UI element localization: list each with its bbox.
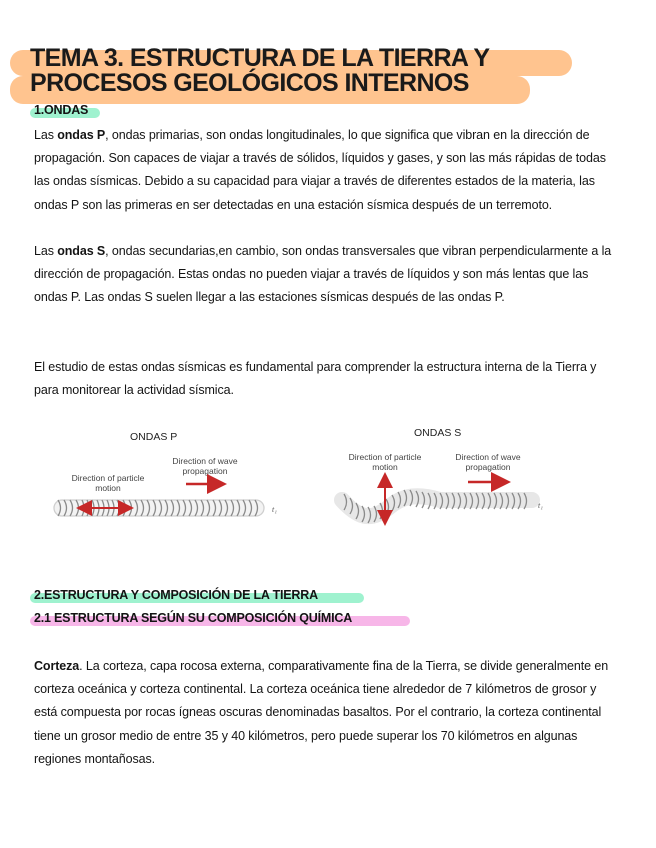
p-waves-term: ondas P — [57, 128, 106, 142]
section-heading-estructura — [34, 588, 318, 602]
section-heading-text: 2.1 ESTRUCTURA SEGÚN SU COMPOSICIÓN QUÍMICA — [34, 611, 353, 625]
s-time-label: t₁ — [538, 501, 544, 510]
section-heading-text: 2.ESTRUCTURA Y COMPOSICIÓN DE LA TIERRA — [34, 588, 318, 602]
p-particle-motion-label: Direction of particle motion — [71, 473, 145, 493]
s-wave-spring — [342, 490, 532, 523]
corteza-paragraph — [34, 655, 618, 771]
page-title-line2: PROCESOS GEOLÓGICOS INTERNOS — [30, 69, 469, 97]
corteza-text: . La corteza, capa rocosa externa, comparativamente fina de la Tierra, se divide generalmente en corteza oceánica y corteza continental. La corteza oceánica tiene alrededor de 7 kilómetros de grosor y está compuesta por rocas ígneas oscuras denominadas basaltos. Por el contrario, la corteza continental tiene un grosor medio de entre 35 y 40 kilómetros, pero puede superar los 70 kilómetros en algunas regiones montañosas. — [34, 659, 609, 766]
corteza-term: Corteza — [34, 659, 80, 673]
figure-s-title: ONDAS S — [414, 427, 462, 439]
page-title-line1: TEMA 3. ESTRUCTURA DE LA TIERRA Y — [30, 44, 490, 72]
p-time-label: t₁ — [272, 505, 278, 514]
figure-p-title: ONDAS P — [130, 431, 178, 443]
p-waves-lead: Las — [34, 128, 58, 142]
s-waves-lead: Las — [34, 244, 58, 258]
p-wave-propagation-label: Direction of wave propagation — [172, 456, 238, 476]
section-heading-text: 1.ONDAS — [34, 103, 89, 117]
s-wave-propagation-label: Direction of wave propagation — [455, 452, 521, 472]
s-waves-term: ondas S — [57, 244, 106, 258]
study-paragraph: El estudio de estas ondas sísmicas es fundamental para comprender la estructura interna de la Tierra y para monitorear la actividad sísmica. — [34, 360, 597, 398]
s-waves-text: , ondas secundarias,en cambio, son ondas transversales que vibran perpendicularmente a la dirección de propagación. Estas ondas no pueden viajar a través de líquidos y son más lentas que las ondas P. Las ondas S suelen llegar a las estaciones sísmicas después de las ondas P. — [34, 244, 612, 305]
section-heading-composicion — [34, 611, 352, 625]
p-waves-text: , ondas primarias, son ondas longitudinales, lo que significa que vibran en la dirección de propagación. Son capaces de viajar a través de sólidos, líquidos y gases, y son las más rápidas de todas las ondas sísmicas. Debido a su capacidad para viajar a través de diferentes estados de la materia, las ondas P son las primeras en ser detectadas en una estación sísmica después de un terremoto. — [34, 128, 606, 212]
s-particle-motion-label: Direction of particle motion — [348, 452, 422, 472]
